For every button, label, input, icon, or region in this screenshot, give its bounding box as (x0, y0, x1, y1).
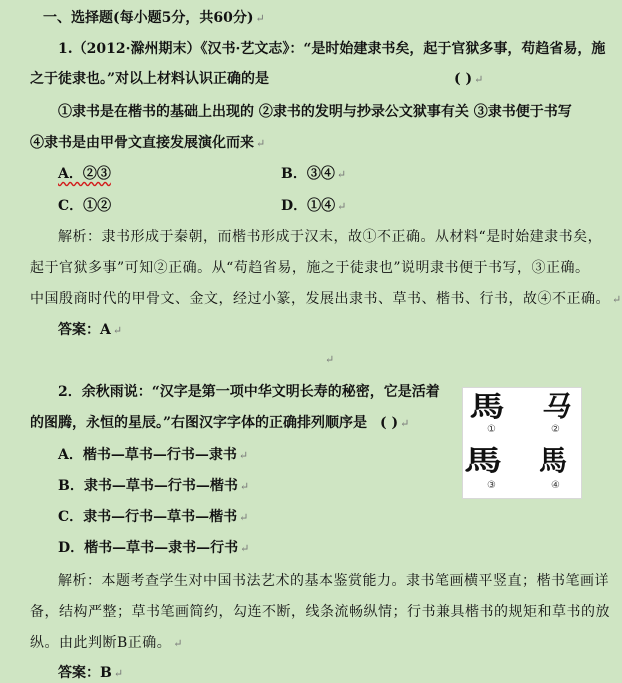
glyph-1: 馬 (469, 390, 505, 423)
paragraph-mark: ↵ (325, 353, 335, 366)
q2-option-d: D．楷书—草书—隶书—行书 ↵ (58, 540, 250, 556)
q1-option-c: C．①② (58, 198, 112, 214)
q2-stem-line2: 的图腾，永恒的星辰。”右图汉字字体的正确排列顺序是 (30, 415, 368, 431)
q1-analysis-line2: 起于官狱多事”可知②正确。从“苟趋省易，施之于徒隶也”说明隶书便于书写，③正确。 (30, 260, 590, 276)
q1-statements-line2: ④隶书是由甲骨文直接发展演化而来 ↵ (30, 135, 266, 151)
q2-paren: ( ) ↵ (380, 415, 410, 431)
q2-analysis-line3: 纵。由此判断B正确。 ↵ (30, 635, 184, 651)
q1-analysis-line3: 中国殷商时代的甲骨文、金文，经过小篆，发展出隶书、草书、楷书、行书，故④不正确。 ↵ (30, 291, 622, 307)
q1-option-b: B．③④ ↵ (281, 166, 347, 182)
q2-analysis-line2: 备，结构严整；草书笔画简约，勾连不断，线条流畅纵情；行书兼具楷书的规矩和草书的放 (30, 604, 610, 620)
q1-stem-line1: 1.（2012·滁州期末）《汉书·艺文志》：“是时始建隶书矣，起于官狱多事，苟趋省易，施 (58, 41, 606, 57)
calligraphy-figure (462, 387, 582, 499)
glyph-label-4: ④ (551, 480, 560, 491)
glyph-2: 马 (541, 390, 570, 423)
section-title: 一、选择题(每小题5分，共60分) ↵ (43, 10, 265, 26)
q1-analysis-line1: 解析：隶书形成于秦朝，而楷书形成于汉末，故①不正确。从材料“是时始建隶书矣， (58, 229, 603, 245)
q2-stem-line1: 2．余秋雨说：“汉字是第一项中华文明长寿的秘密，它是活着 (58, 384, 440, 400)
q1-option-a: A．②③ (58, 166, 111, 182)
glyph-label-3: ③ (487, 480, 496, 491)
glyph-label-2: ② (551, 424, 560, 435)
q1-statements-line1: ①隶书是在楷书的基础上出现的 ②隶书的发明与抄录公文狱事有关 ③隶书便于书写 (58, 104, 572, 120)
q2-answer: 答案：B ↵ (58, 665, 124, 681)
q2-option-a: A．楷书—草书—行书—隶书 ↵ (58, 447, 249, 463)
glyph-label-1: ① (487, 424, 496, 435)
glyph-4: 馬 (539, 444, 568, 477)
q2-analysis-line1: 解析：本题考查学生对中国书法艺术的基本鉴赏能力。隶书笔画横平竖直；楷书笔画详 (58, 573, 609, 589)
q2-option-b: B．隶书—草书—行书—楷书 ↵ (58, 478, 250, 494)
q1-paren: ( ) ↵ (454, 71, 484, 87)
glyph-3: 馬 (464, 444, 502, 477)
q1-option-d: D．①④ ↵ (281, 198, 347, 214)
q1-answer: 答案：A ↵ (58, 322, 123, 338)
q1-stem-line2: 之于徒隶也。”对以上材料认识正确的是 (30, 71, 270, 87)
q2-option-c: C．隶书—行书—草书—楷书 ↵ (58, 509, 249, 525)
